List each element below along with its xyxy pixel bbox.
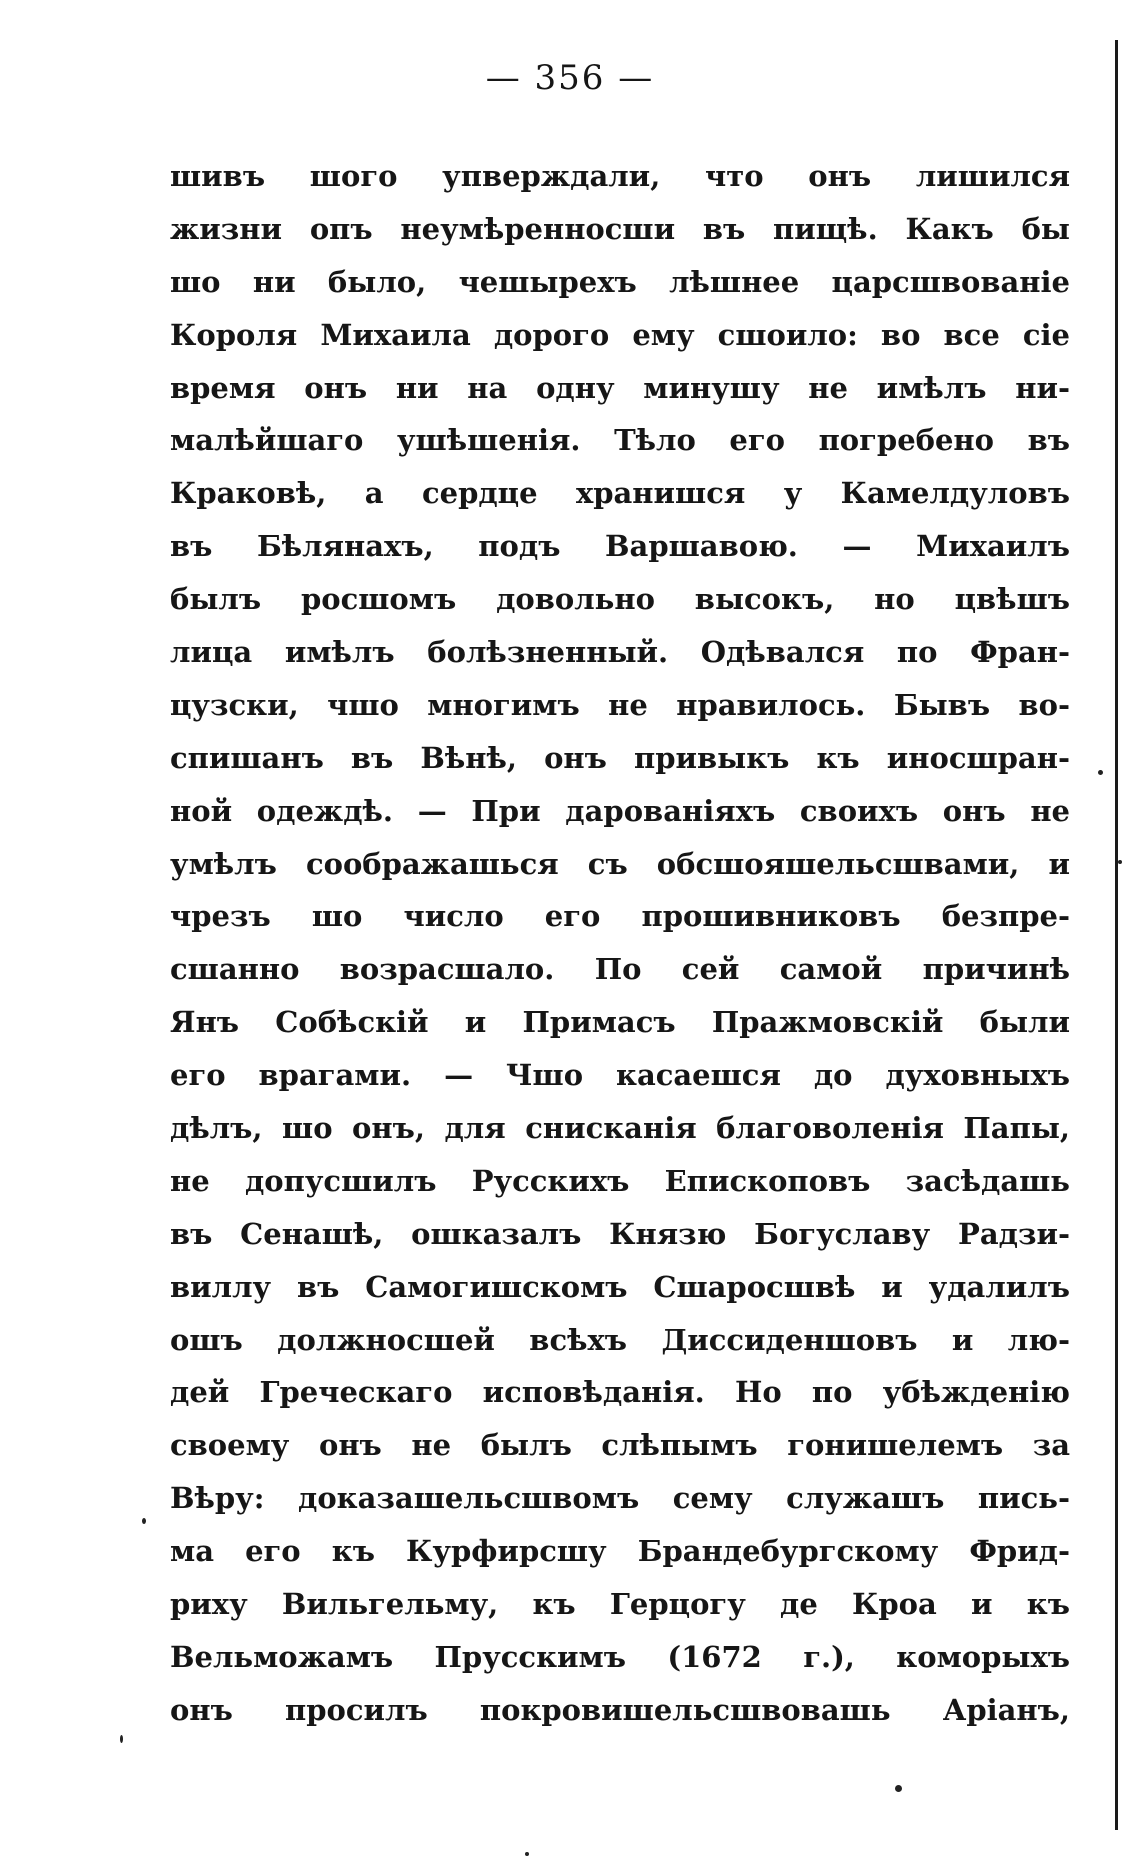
text-line: ошъ должносшей всѣхъ Диссиденшовъ и лю- — [170, 1322, 1070, 1357]
text-line: былъ росшомъ довольно высокъ, но цвѣшъ — [170, 582, 1070, 617]
text-line: Янъ Собѣскій и Примасъ Пражмовскій были — [170, 1005, 1070, 1040]
scan-speck — [120, 1735, 123, 1743]
scan-speck — [1098, 770, 1103, 775]
page-text — [170, 150, 1070, 1737]
text-line: лица имѣлъ болѣзненный. Одѣвался по Фран- — [170, 635, 1070, 670]
scan-speck — [525, 1852, 529, 1856]
text-line: шо ни было, чешырехъ лѣшнее царсшвованіе — [170, 264, 1070, 299]
text-line: шивъ шого упверждали, что онъ лишился — [170, 159, 1070, 193]
text-line: жизни опъ неумѣренносши въ пищѣ. Какъ бы — [170, 211, 1070, 246]
scan-speck — [1118, 860, 1122, 864]
text-line: дей Греческаго исповѣданія. Но по убѣжденію — [170, 1375, 1070, 1410]
text-line: Короля Михаила дорого ему сшоило: во все сіе — [170, 317, 1070, 352]
text-line: ной одеждѣ. — При дарованіяхъ своихъ онъ не — [170, 793, 1070, 828]
text-line: Вельможамъ Прусскимъ (1672 г.), коморыхъ — [170, 1639, 1070, 1674]
text-line: его врагами. — Чшо касаешся до духовныхъ — [170, 1058, 1070, 1093]
text-line: дѣлъ, шо онъ, для снисканія благоволенія Папы, — [170, 1111, 1070, 1146]
scan-speck — [895, 1785, 902, 1792]
text-line: сшанно возрасшало. По сей самой причинѣ — [170, 952, 1070, 987]
text-line: малѣйшаго ушѣшенія. Тѣло его погребено въ — [170, 423, 1070, 458]
text-line: чрезъ шо число его прошивниковъ безпре- — [170, 899, 1070, 934]
text-line: въ Бѣлянахъ, подъ Варшавою. — Михаилъ — [170, 529, 1070, 564]
text-line: Краковѣ, а сердце хранишся у Камелдуловъ — [170, 476, 1070, 511]
text-line: онъ просилъ покровишельсшвовашь Аріанъ, — [170, 1692, 1070, 1727]
text-line: цузски, чшо многимъ не нравилось. Бывъ во- — [170, 687, 1070, 722]
text-line: виллу въ Самогишскомъ Сшаросшвѣ и удалилъ — [170, 1269, 1070, 1304]
text-line: своему онъ не былъ слѣпымъ гонишелемъ за — [170, 1428, 1070, 1463]
text-line: ма его къ Курфирсшу Брандебургскому Фрид- — [170, 1534, 1070, 1569]
text-line: умѣлъ соображашься съ обсшояшельсшвами, и — [170, 846, 1070, 881]
scan-speck — [142, 1518, 146, 1524]
text-line: въ Сенашѣ, ошказалъ Князю Богуславу Радзи- — [170, 1216, 1070, 1251]
page-edge-line — [1115, 40, 1118, 1830]
text-line: не допусшилъ Русскихъ Епископовъ засѣдашь — [170, 1163, 1070, 1198]
page-number: — 356 — — [485, 58, 655, 98]
text-line: время онъ ни на одну минушу не имѣлъ ни- — [170, 370, 1070, 405]
text-line: риху Вильгельму, къ Герцогу де Кроа и къ — [170, 1587, 1070, 1622]
text-line: спишанъ въ Вѣнѣ, онъ привыкъ къ иносшран- — [170, 740, 1070, 775]
text-line: Вѣру: доказашельсшвомъ сему служашъ пись- — [170, 1481, 1070, 1516]
